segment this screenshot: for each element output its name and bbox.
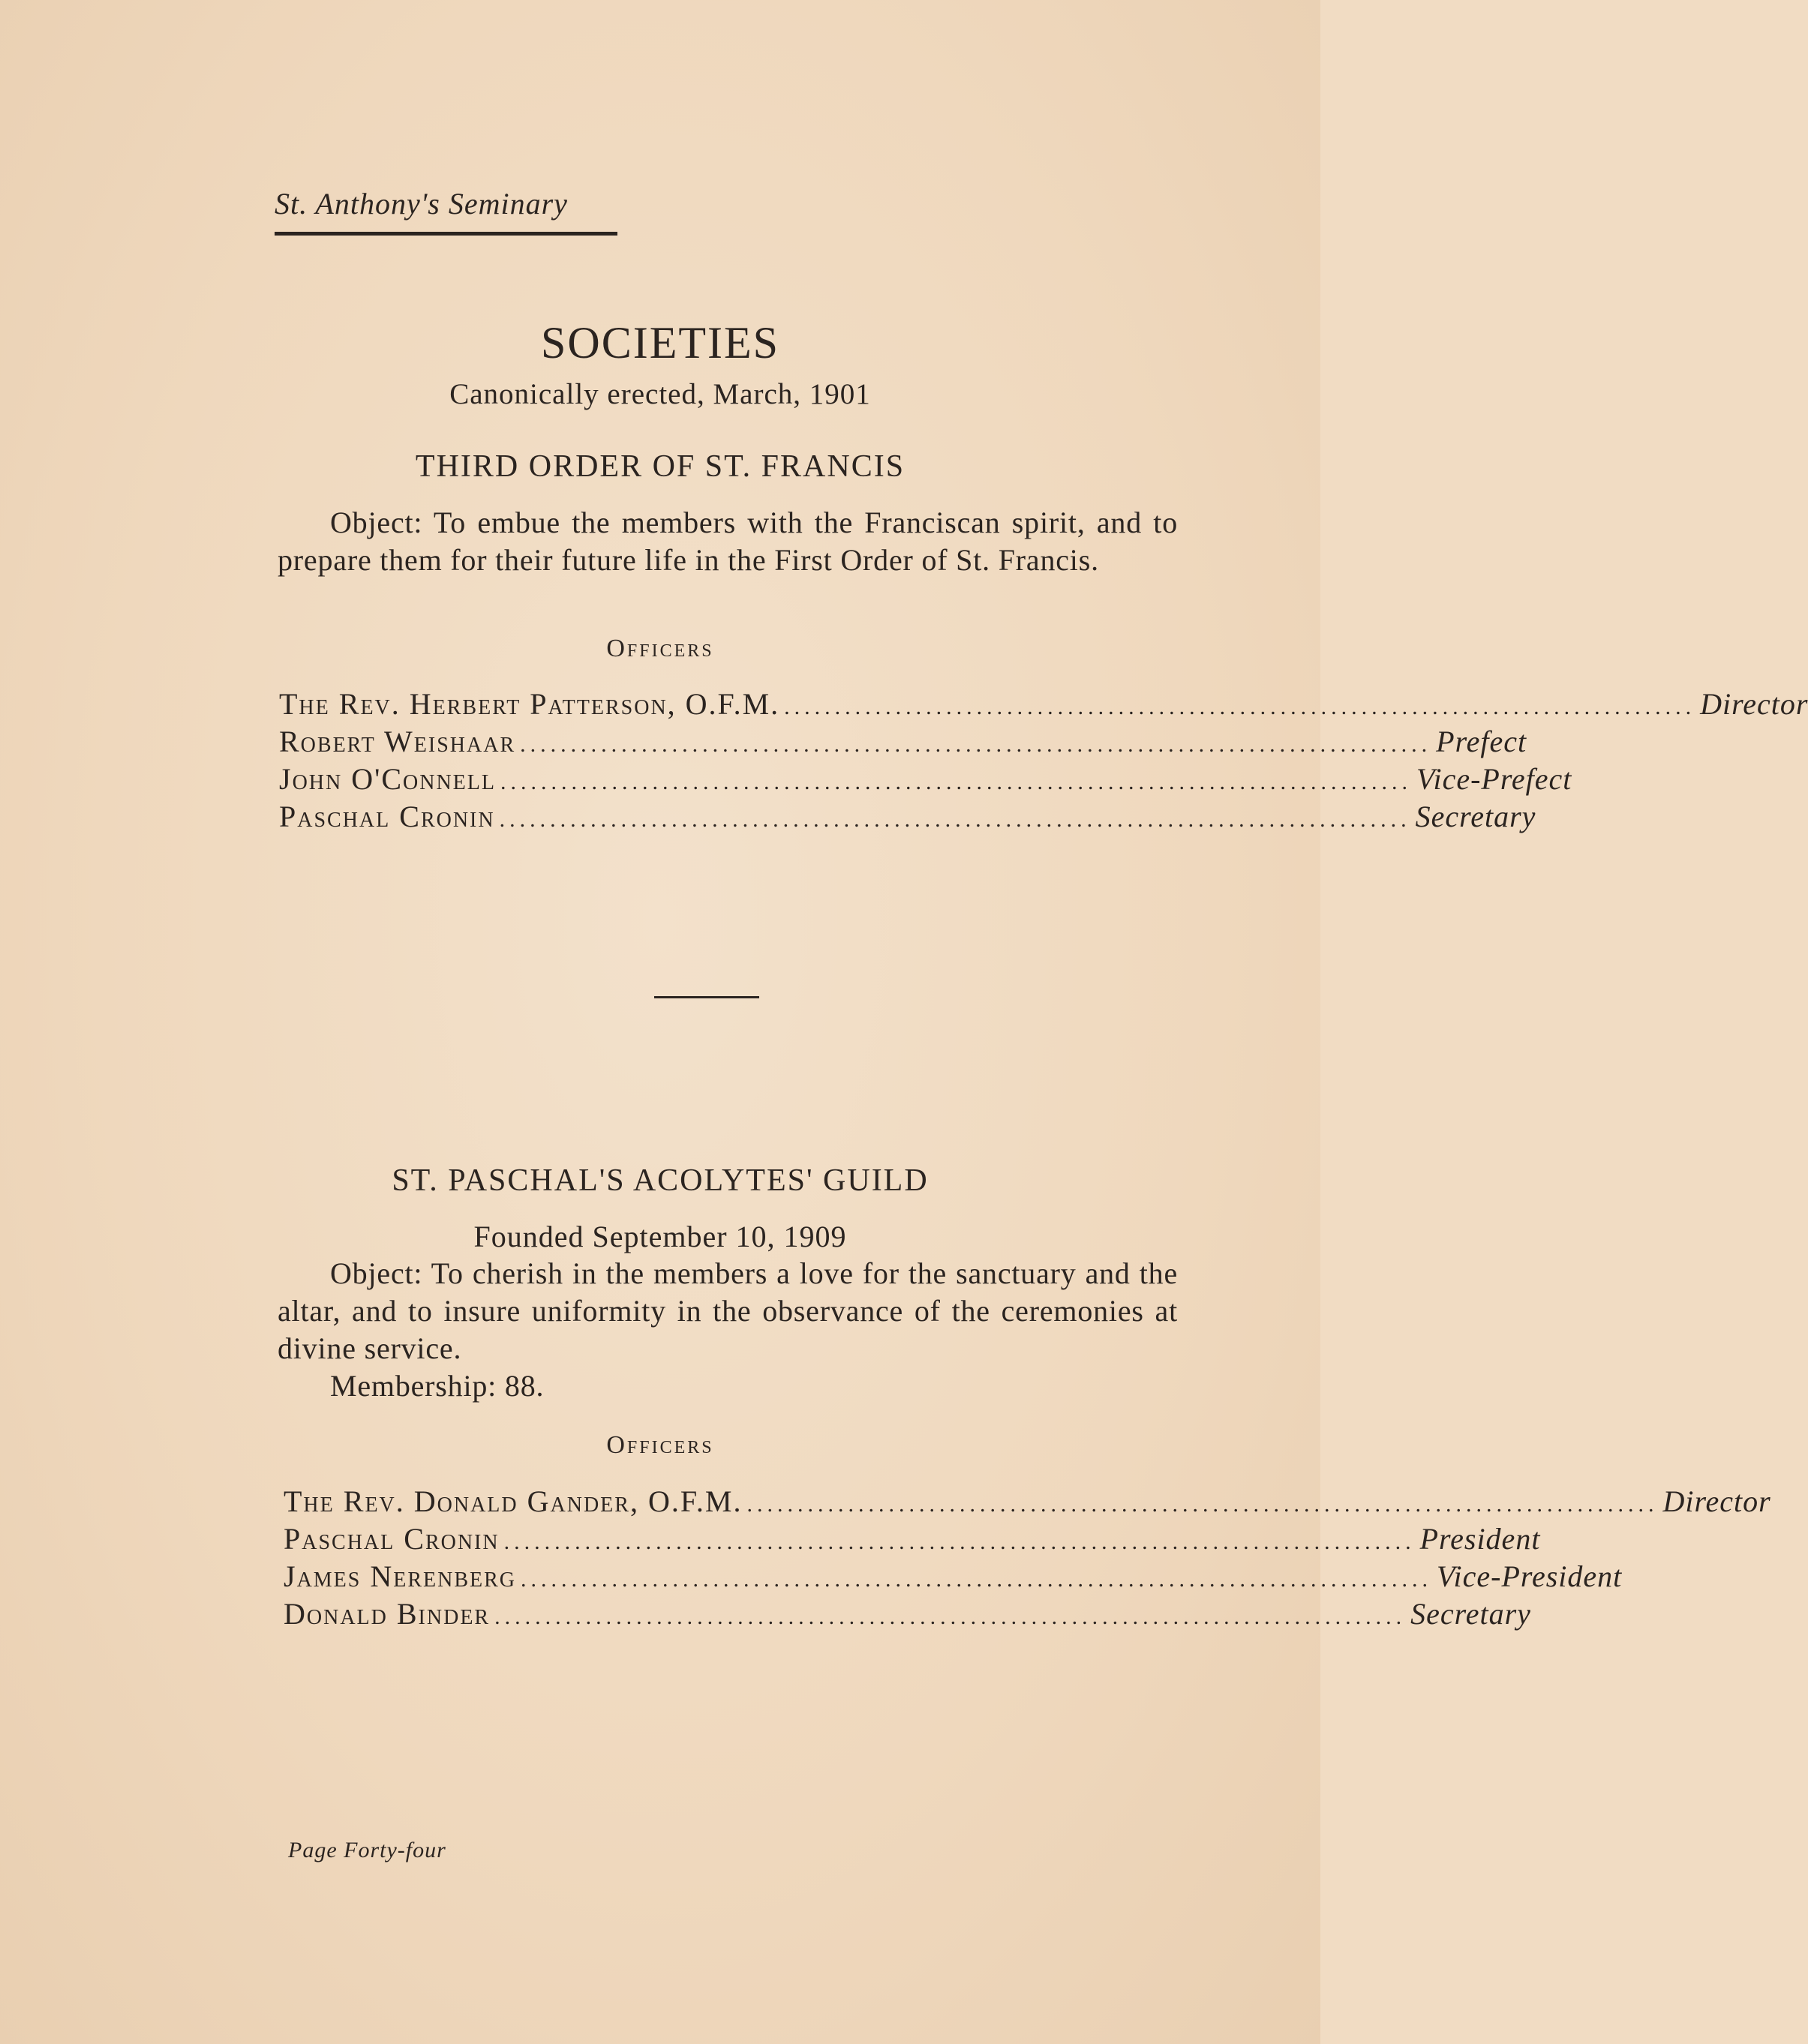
- officer-row: [284, 1484, 1771, 1521]
- officer-row: [284, 1559, 1623, 1596]
- officer-row: [279, 799, 1536, 836]
- officer-role: President: [1419, 1522, 1541, 1556]
- page-title: SOCIETIES: [541, 318, 779, 368]
- membership-text: Membership: 88.: [330, 1369, 545, 1403]
- officer-row: [284, 1521, 1541, 1559]
- officer-name: The Rev. Donald Gander, O.F.M.: [284, 1484, 743, 1518]
- founded-line: Founded September 10, 1909: [473, 1220, 847, 1253]
- officers-list-third-order: [279, 686, 1808, 836]
- officer-role: Secretary: [1410, 1597, 1531, 1631]
- running-head-rule: [275, 232, 617, 236]
- object-text: Object: To cherish in the members a love for the sanctuary and the altar, and to insure uniformity in the observance of the ceremonies at divine service.: [278, 1256, 1178, 1365]
- officer-row: [279, 761, 1572, 799]
- leader-dots: ..........................................................................................: [520, 732, 1432, 757]
- officer-role: Prefect: [1436, 725, 1527, 758]
- officer-row: [279, 724, 1527, 761]
- leader-dots: ..........................................................................................: [746, 1492, 1659, 1517]
- section-divider: [654, 996, 759, 998]
- leader-dots: ..........................................................................................: [500, 770, 1412, 794]
- officer-role: Vice-Prefect: [1416, 762, 1572, 796]
- section-title-third-order: THIRD ORDER OF ST. FRANCIS: [415, 449, 906, 484]
- officers-label-third-order: Officers: [606, 635, 714, 662]
- section-title-acolytes-guild: ST. PASCHAL'S ACOLYTES' GUILD: [392, 1163, 929, 1198]
- leader-dots: ..........................................................................................: [494, 1604, 1407, 1629]
- officer-name: Paschal Cronin: [279, 800, 495, 833]
- officer-name: Robert Weishaar: [279, 725, 516, 758]
- object-text: Object: To embue the members with the Franciscan spirit, and to prepare them for their future life in the First Order of St. Francis.: [278, 506, 1178, 577]
- leader-dots: ..........................................................................................: [521, 1567, 1433, 1592]
- officer-row: [279, 686, 1808, 724]
- leader-dots: ..........................................................................................: [784, 695, 1696, 719]
- officer-role: Vice-President: [1437, 1559, 1623, 1593]
- officers-list-acolytes-guild: [284, 1484, 1771, 1634]
- officer-name: Donald Binder: [284, 1597, 491, 1631]
- officer-row: [284, 1596, 1531, 1634]
- section-object-third-order: [278, 504, 1178, 579]
- officer-role: Director: [1662, 1484, 1771, 1518]
- officer-name: Paschal Cronin: [284, 1522, 500, 1556]
- erected-line: Canonically erected, March, 1901: [449, 378, 871, 410]
- page-number: Page Forty-four: [288, 1838, 446, 1862]
- membership-line: [278, 1367, 1178, 1405]
- officer-role: Director: [1700, 687, 1808, 721]
- leader-dots: ..........................................................................................: [503, 1529, 1416, 1554]
- officer-role: Secretary: [1415, 800, 1536, 833]
- officer-name: James Nerenberg: [284, 1559, 517, 1593]
- officer-name: John O'Connell: [279, 762, 496, 796]
- section-object-acolytes-guild: [278, 1255, 1178, 1367]
- officers-label-acolytes-guild: Officers: [606, 1431, 714, 1459]
- leader-dots: ..........................................................................................: [499, 807, 1411, 832]
- officer-name: The Rev. Herbert Patterson, O.F.M.: [279, 687, 780, 721]
- running-head: St. Anthony's Seminary: [275, 187, 568, 221]
